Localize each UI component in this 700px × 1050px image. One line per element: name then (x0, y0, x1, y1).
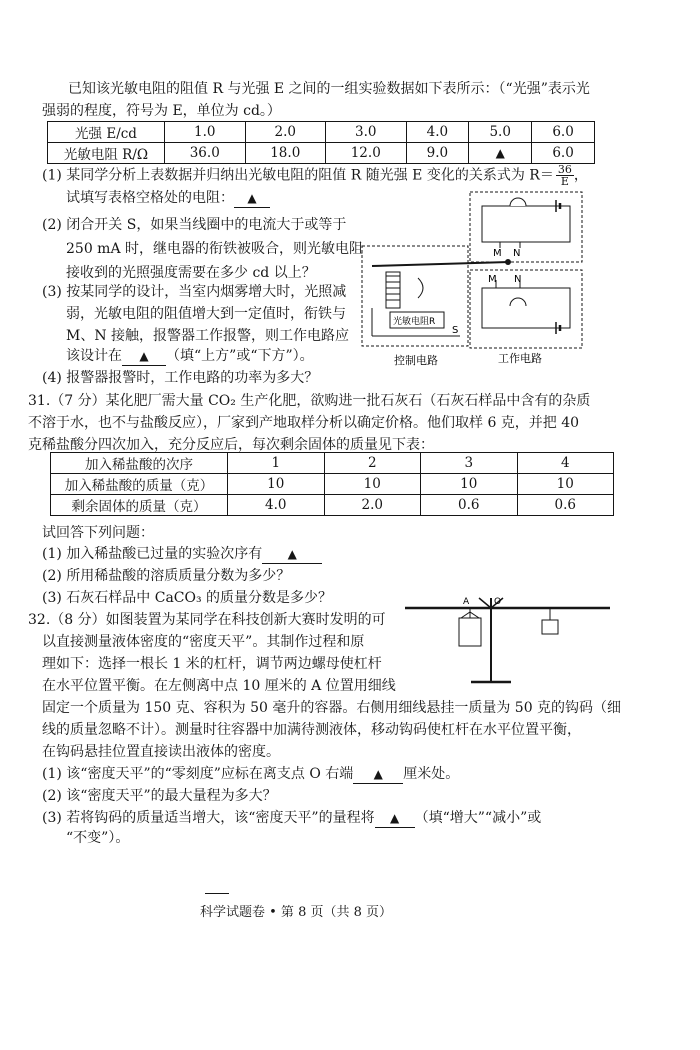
table-cell: 2 (324, 453, 421, 474)
upper-circuit-wire (482, 206, 570, 242)
q30-part2-line1: (2) 闭合开关 S，如果当线圈中的电流大于或等于 (42, 217, 347, 233)
light-resistance-table (47, 121, 595, 164)
table-row (51, 474, 614, 495)
contact-n-label: N (514, 274, 522, 285)
table-cell: 4 (517, 453, 614, 474)
table-cell: 1.0 (165, 122, 246, 143)
q32-line1: 32.（8 分）如图装置为某同学在科技创新大赛时发明的可 (28, 612, 386, 628)
table-cell: 10 (228, 474, 325, 495)
table-cell: 36.0 (165, 143, 246, 164)
intro-line-1: 已知该光敏电阻的阻值 R 与光强 E 之间的一组实验数据如下表所示：（“光强”表示光 (68, 81, 590, 97)
q30-part3-line4-text: 该设计在 (66, 348, 122, 364)
q30-part3-line4 (66, 347, 314, 366)
table-cell: 0.6 (517, 495, 614, 516)
q31-part3: (3) 石灰石样品中 CaCO₃ 的质量分数是多少？ (42, 590, 333, 606)
armature-arm (372, 262, 510, 266)
table-row (51, 453, 614, 474)
answer-blank[interactable]: ▲ (469, 143, 532, 164)
q30-part3-line3: M、N 接触，报警器工作报警，则工作电路应 (66, 328, 350, 344)
point-a-label: A (463, 597, 470, 607)
relay-circuit-diagram (360, 188, 592, 368)
table-cell: 10 (324, 474, 421, 495)
page-footer: 科学试题卷 • 第 8 页（共 8 页） (200, 905, 393, 920)
table-row-label: 剩余固体的质量（克） (51, 495, 228, 516)
q32-part1-text: (1) 该“密度天平”的“零刻度”应标在离支点 O 右端 (42, 766, 354, 782)
photoresistor-label: 光敏电阻R (393, 317, 436, 327)
density-balance-diagram (395, 590, 620, 690)
q31-part1 (42, 545, 322, 564)
q32-part3-tail: （填“增大”“减小”或 (414, 810, 542, 826)
table-cell: 3 (421, 453, 518, 474)
answer-blank[interactable]: ▲ (122, 347, 166, 366)
q31-ask: 试回答下列问题： (42, 525, 154, 541)
control-circuit-label: 控制电路 (394, 354, 438, 367)
acid-mass-table (50, 452, 614, 516)
table-cell: 5.0 (469, 122, 532, 143)
q32-part1-tail: 厘米处。 (403, 766, 460, 782)
table-cell: 1 (228, 453, 325, 474)
q30-part1-line2 (66, 189, 270, 208)
q32-line6: 线的质量忽略不计）。测量时往容器中加满待测液体，移动钩码使杠杆在水平位置平衡， (42, 722, 581, 738)
relay-coil (386, 272, 400, 308)
fraction-numerator: 36 (557, 163, 572, 176)
table-cell: 9.0 (406, 143, 469, 164)
q32-line7: 在钩码悬挂位置直接读出液体的密度。 (42, 744, 280, 760)
table-cell: 6.0 (532, 143, 595, 164)
q30-part3-line1: (3) 按某同学的设计，当室内烟雾增大时，光照减 (42, 284, 347, 300)
q32-line5: 固定一个质量为 150 克、容积为 50 毫升的容器。右侧用细线悬挂一质量为 50 克的钩码（细 (42, 700, 622, 716)
answer-blank[interactable]: ▲ (375, 809, 415, 828)
hook-weight-icon (542, 620, 558, 634)
point-o-label: O (494, 597, 502, 607)
q31-line2: 不溶于水，也不与盐酸反应），厂家到产地取样分析以确定价格。他们取样 6 克，并把 40 (28, 415, 580, 431)
table-row (51, 495, 614, 516)
table-cell: 3.0 (326, 122, 407, 143)
q31-line3: 克稀盐酸分四次加入，充分反应后，每次剩余固体的质量见下表： (28, 437, 434, 453)
fraction-denominator: E (560, 175, 569, 188)
q32-line3: 理如下：选择一根长 1 米的杠杆，调节两边螺母使杠杆 (42, 656, 382, 672)
q30-part2-line3: 接收到的光照强度需要在多少 cd 以上？ (66, 265, 316, 281)
table-cell: 6.0 (532, 122, 595, 143)
table-cell: 18.0 (245, 143, 326, 164)
table-row-label: 光敏电阻 R/Ω (48, 143, 165, 164)
table-cell: 12.0 (326, 143, 407, 164)
answer-blank[interactable]: ▲ (234, 189, 270, 208)
table-cell: 2.0 (245, 122, 326, 143)
q32-part3-text: (3) 若将钩码的质量适当增大，该“密度天平”的量程将 (42, 810, 375, 826)
q32-line2: 以直接测量液体密度的“密度天平”。其制作过程和原 (42, 634, 365, 650)
table-row (48, 122, 595, 143)
table-row-label: 加入稀盐酸的质量（克） (51, 474, 228, 495)
alarm-bell-icon (510, 298, 526, 306)
q30-part3-line2: 弱，光敏电阻的阻值增大到一定值时，衔铁与 (66, 306, 346, 322)
q30-part1-text: (1) 某同学分析上表数据并归纳出光敏电阻的阻值 R 随光强 E 变化的关系式为 R＝ (42, 167, 554, 184)
table-cell: 10 (421, 474, 518, 495)
q31-part2: (2) 所用稀盐酸的溶质质量分数为多少？ (42, 568, 291, 584)
table-cell: 4.0 (228, 495, 325, 516)
table-row-label: 加入稀盐酸的次序 (51, 453, 228, 474)
answer-blank[interactable]: ▲ (353, 765, 403, 784)
q30-part2-line2: 250 mA 时，继电器的衔铁被吸合，则光敏电阻 (66, 241, 364, 257)
table-cell: 10 (517, 474, 614, 495)
q30-part3-line4-tail: （填“上方”或“下方”）。 (166, 348, 314, 364)
q30-part1-line1 (42, 164, 588, 187)
armature-contact (505, 259, 511, 265)
q31-line1: 31.（7 分）某化肥厂需大量 CO₂ 生产化肥，欲购进一批石灰石（石灰石样品中含有的杂质 (28, 393, 591, 409)
table-cell: 4.0 (406, 122, 469, 143)
lower-work-box (470, 270, 582, 348)
container-icon (459, 618, 481, 646)
spring-icon (418, 278, 423, 298)
fraction (556, 164, 574, 187)
lower-circuit-wire (482, 288, 570, 328)
table-cell: 2.0 (324, 495, 421, 516)
table-row-label: 光强 E/cd (48, 122, 165, 143)
q32-part3 (42, 809, 541, 828)
switch-s-label: S (452, 325, 459, 336)
q31-part1-text: (1) 加入稀盐酸已过量的实验次序有 (42, 546, 263, 562)
q30-part1-line2-text: 试填写表格空格处的电阻： (66, 190, 234, 206)
contact-n-label: N (513, 248, 521, 259)
alarm-bell-icon (510, 198, 526, 206)
q32-part2: (2) 该“密度天平”的最大量程为多大？ (42, 788, 277, 804)
table-cell: 0.6 (421, 495, 518, 516)
q30-part1-tail: ， (573, 167, 588, 184)
contact-m-label: M (493, 248, 502, 259)
footer-rule (205, 893, 229, 894)
q32-part1 (42, 765, 459, 784)
intro-line-2: 强弱的程度，符号为 E，单位为 cd。） (42, 103, 281, 119)
q32-part3-line2: “不变”）。 (66, 830, 130, 846)
contact-m-label: M (488, 274, 497, 285)
upper-work-box (470, 192, 582, 262)
answer-blank[interactable]: ▲ (262, 545, 322, 564)
q32-line4: 在水平位置平衡。在左侧离中点 10 厘米的 A 位置用细线 (42, 678, 396, 694)
q30-part4: (4) 报警器报警时，工作电路的功率为多大？ (42, 370, 319, 386)
table-row (48, 143, 595, 164)
work-circuit-label: 工作电路 (498, 352, 542, 365)
